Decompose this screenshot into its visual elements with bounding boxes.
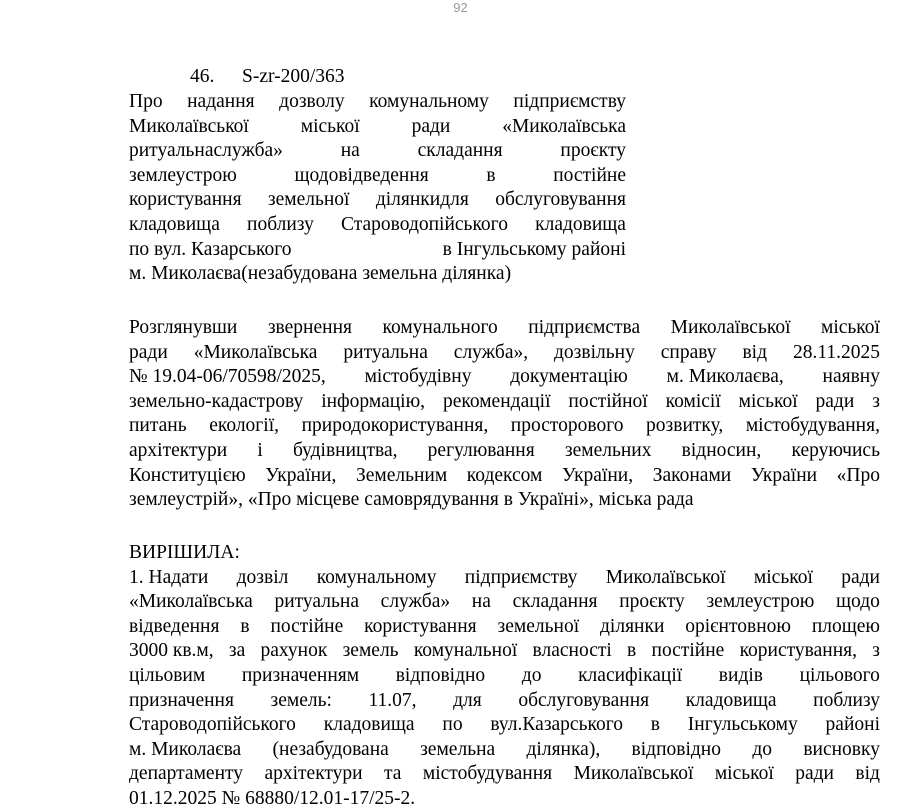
- word: містобудування,: [745, 415, 880, 437]
- word: до: [752, 738, 772, 760]
- word: ритуальнаслужба»: [129, 140, 283, 162]
- word: земельно-кадастрову: [129, 390, 304, 412]
- word: комісії: [665, 390, 721, 412]
- word: цільового: [799, 664, 880, 686]
- word: площею: [811, 615, 880, 637]
- word: ради: [815, 390, 855, 412]
- word: для: [453, 689, 482, 711]
- word: ритуальна: [274, 591, 359, 613]
- word: ділянки: [600, 615, 665, 637]
- decision-last-line: 01.12.2025 № 68880/12.01-17/25-2.: [129, 787, 416, 809]
- decision-line: [129, 615, 880, 640]
- word: природокористування,: [301, 415, 489, 437]
- word: «Миколаївська: [129, 591, 253, 613]
- word: «Миколаївська: [193, 341, 318, 363]
- word: служба»: [380, 591, 451, 613]
- word: України: [750, 464, 818, 486]
- title-line: [129, 238, 626, 263]
- word: відносин,: [681, 439, 762, 461]
- word: земельної: [497, 615, 580, 637]
- word: 11.07,: [368, 689, 417, 711]
- word: Законами: [652, 464, 732, 486]
- word: поблизу: [813, 689, 880, 711]
- word: кодексом: [466, 464, 543, 486]
- word: цільовим: [129, 664, 206, 686]
- decision-line: [129, 762, 880, 787]
- word: Розглянувши: [129, 317, 238, 338]
- word: Конституцією: [129, 464, 246, 486]
- word: будівництва,: [292, 439, 398, 461]
- title-line: [129, 188, 626, 213]
- word: користування: [364, 615, 477, 637]
- word: землеустрою: [706, 591, 815, 613]
- word: складання: [417, 140, 503, 162]
- word: кладовища: [323, 714, 415, 736]
- word: Староводопійського: [341, 213, 508, 235]
- word: України,: [561, 464, 634, 486]
- word: висновку: [803, 738, 880, 760]
- word: обслуговування: [518, 689, 650, 711]
- word: міської: [820, 317, 880, 338]
- decision-line: [129, 639, 880, 664]
- word: з: [872, 390, 880, 412]
- word: м. Миколаєва,: [666, 366, 784, 388]
- word: в: [627, 640, 637, 662]
- word: Миколаївської: [670, 317, 791, 338]
- word: земель: [342, 640, 399, 662]
- word: проєкту: [619, 591, 685, 613]
- word: від: [742, 341, 768, 363]
- preamble-line: [129, 341, 880, 366]
- word: ради: [841, 566, 880, 588]
- decision-line: [129, 590, 880, 615]
- word: обслуговування: [495, 189, 626, 211]
- word: земельної: [267, 189, 350, 211]
- word: дозволу: [279, 91, 345, 112]
- word: Миколаївської: [605, 566, 726, 588]
- word: архітектури: [264, 763, 363, 785]
- word: наявну: [822, 366, 880, 388]
- word: звернення: [267, 317, 352, 338]
- word: рахунок: [260, 640, 328, 662]
- item-index: 46.: [190, 66, 215, 87]
- preamble-line: [129, 464, 880, 489]
- word: 1. Надати: [129, 566, 209, 588]
- word: постійне: [270, 615, 344, 637]
- title-line: [129, 115, 626, 140]
- word: в Інгульському районі: [442, 238, 626, 260]
- preamble-paragraph: [129, 316, 880, 513]
- word: по: [442, 714, 463, 736]
- word: від: [855, 763, 880, 785]
- word: та: [384, 763, 402, 785]
- word: власності: [532, 640, 612, 662]
- word: на: [471, 591, 491, 613]
- document-number: [190, 65, 345, 89]
- word: постійне: [553, 164, 626, 186]
- word: районі: [825, 714, 880, 736]
- word: вул.Казарського: [490, 714, 623, 736]
- word: з: [872, 640, 880, 662]
- word: справу: [660, 341, 717, 363]
- word: відведення: [129, 615, 220, 637]
- preamble-line: [129, 439, 880, 464]
- decision-heading: ВИРІШИЛА:: [129, 542, 240, 563]
- page-number: 92: [453, 0, 468, 15]
- word: ради: [795, 763, 834, 785]
- word: служба»,: [453, 341, 529, 363]
- word: класифікації: [578, 664, 683, 686]
- preamble-line: [129, 390, 880, 415]
- word: земельних: [564, 439, 652, 461]
- preamble-line: [129, 365, 880, 390]
- word: ради: [129, 341, 168, 363]
- word: Інгульському: [687, 714, 798, 736]
- word: 3000 кв.м,: [129, 640, 214, 662]
- word: департаменту: [129, 763, 244, 785]
- word: м. Миколаєва: [129, 738, 242, 760]
- word: земель:: [270, 689, 332, 711]
- word: регулювання: [427, 439, 535, 461]
- word: за: [228, 640, 246, 662]
- title-line: [129, 164, 626, 189]
- word: Миколаївської: [129, 115, 249, 137]
- word: підприємству: [513, 91, 626, 112]
- word: інформацію,: [321, 390, 426, 412]
- word: підприємству: [464, 566, 578, 588]
- word: поблизу: [247, 213, 314, 235]
- word: ради: [411, 115, 451, 137]
- word: на: [340, 140, 360, 162]
- word: міської: [300, 115, 360, 137]
- title-line: [129, 213, 626, 238]
- word: відповідно: [395, 664, 486, 686]
- word: користування: [129, 189, 242, 211]
- decision-line: [129, 566, 880, 591]
- decision-line: [129, 738, 880, 763]
- word: надання: [187, 91, 255, 112]
- word: щодо: [836, 591, 880, 613]
- item-code: S-zr-200/363: [242, 66, 345, 87]
- word: питань: [129, 415, 187, 437]
- decision-section: [129, 541, 880, 812]
- word: керуючись: [791, 439, 880, 461]
- word: проєкту: [560, 140, 626, 162]
- word: по вул. Казарського: [129, 238, 292, 260]
- word: міської: [714, 763, 774, 785]
- word: 28.11.2025: [792, 341, 880, 363]
- decision-title: [129, 90, 626, 287]
- title-line: [129, 139, 626, 164]
- word: землеустрою: [129, 164, 237, 186]
- word: міської: [738, 390, 798, 412]
- word: рекомендації: [442, 390, 551, 412]
- word: (незабудована: [272, 738, 389, 760]
- word: розвитку,: [646, 415, 724, 437]
- word: ритуальна: [343, 341, 428, 363]
- word: і: [257, 439, 263, 461]
- word: кладовища: [535, 213, 626, 235]
- word: в: [650, 714, 660, 736]
- word: орієнтовною: [685, 615, 791, 637]
- word: призначення: [129, 689, 234, 711]
- word: Про: [129, 91, 163, 112]
- word: комунальному: [316, 566, 437, 588]
- word: України,: [265, 464, 337, 486]
- word: постійне: [651, 640, 725, 662]
- word: підприємства: [528, 317, 641, 338]
- preamble-line: [129, 316, 880, 341]
- word: № 19.04-06/70598/2025,: [129, 366, 326, 388]
- word: просторового: [510, 415, 624, 437]
- word: відповідно: [631, 738, 721, 760]
- title-line: [129, 90, 626, 115]
- preamble-last-line: землеустрій», «Про місцеве самоврядування в Україні», міська рада: [129, 489, 694, 511]
- word: комунального: [382, 317, 498, 338]
- word: «Про: [836, 464, 880, 486]
- word: ділянкидля: [375, 189, 469, 211]
- decision-line: [129, 689, 880, 714]
- word: міської: [753, 566, 813, 588]
- word: екології,: [209, 415, 280, 437]
- decision-line: [129, 713, 880, 738]
- word: комунальної: [413, 640, 518, 662]
- word: Земельним: [355, 464, 448, 486]
- word: земельна: [420, 738, 496, 760]
- word: щодовідведення: [294, 164, 429, 186]
- word: кладовища: [129, 213, 220, 235]
- word: містобудування: [422, 763, 553, 785]
- word: постійної: [568, 390, 648, 412]
- decision-line: [129, 664, 880, 689]
- word: в: [486, 164, 496, 186]
- word: в: [240, 615, 250, 637]
- title-last-line: м. Миколаєва(незабудована земельна ділянка): [129, 263, 512, 285]
- word: Миколаївської: [573, 763, 694, 785]
- word: комунальному: [369, 91, 489, 112]
- word: користування,: [739, 640, 857, 662]
- word: архітектури: [129, 439, 228, 461]
- word: видів: [718, 664, 763, 686]
- word: кладовища: [685, 689, 777, 711]
- word: дозвільну: [554, 341, 635, 363]
- word: ділянка),: [526, 738, 601, 760]
- word: «Миколаївська: [502, 115, 626, 137]
- word: містобудівну: [364, 366, 472, 388]
- preamble-line: [129, 414, 880, 439]
- word: документацію: [510, 366, 628, 388]
- word: Староводопійського: [129, 714, 296, 736]
- word: до: [521, 664, 542, 686]
- word: призначенням: [241, 664, 360, 686]
- word: складання: [512, 591, 598, 613]
- word: дозвіл: [236, 566, 289, 588]
